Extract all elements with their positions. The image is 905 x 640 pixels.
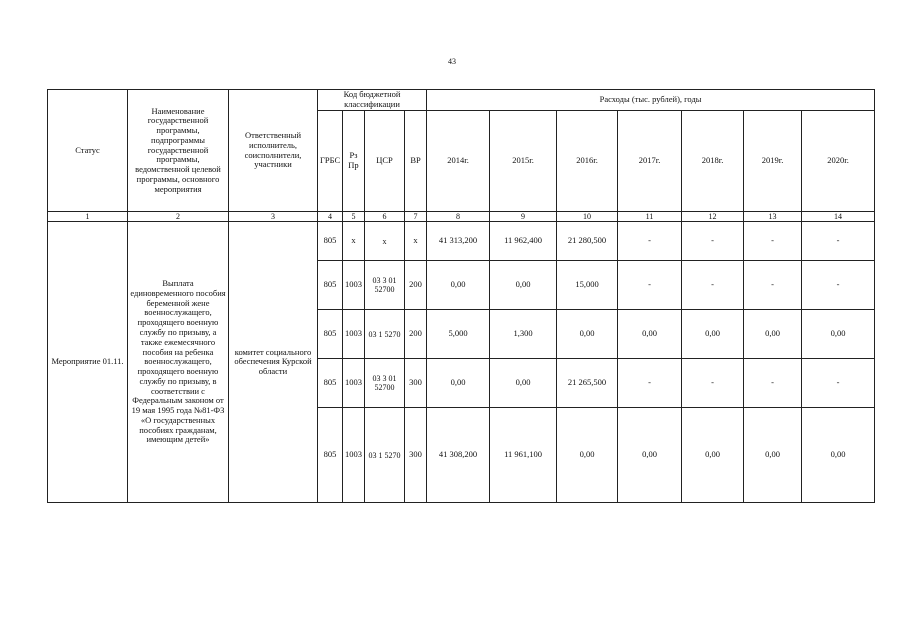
cell-vr: 200	[405, 261, 427, 310]
header-year: 2020г.	[802, 111, 875, 212]
cell-value: -	[618, 222, 682, 261]
column-number: 1	[48, 212, 128, 222]
cell-value: -	[618, 359, 682, 408]
column-number: 14	[802, 212, 875, 222]
cell-rzpr: 1003	[343, 261, 365, 310]
header-csr: ЦСР	[365, 111, 405, 212]
record-name: Выплата единовременного пособия беременной жене военнослужащего, проходящего военную службу по призыву, а также ежемесячного пособия на ребенка военнослужащего, проходящего военную службу по призыву, в соответствии с Федеральным законом от 19 мая 1995 года №81-ФЗ «О государственных пособиях гражданам, имеющим детей»	[128, 222, 229, 503]
column-number: 3	[229, 212, 318, 222]
cell-rzpr: х	[343, 222, 365, 261]
record-responsible: комитет социального обеспечения Курской области	[229, 222, 318, 503]
header-year: 2018г.	[682, 111, 744, 212]
header-responsible: Ответственный исполнитель, соисполнители, участники	[229, 90, 318, 212]
cell-grbs: 805	[318, 359, 343, 408]
column-number: 9	[490, 212, 557, 222]
page-number: 43	[448, 57, 456, 66]
cell-value: -	[744, 261, 802, 310]
column-numbers-row	[48, 212, 875, 222]
cell-value: 11 961,100	[490, 408, 557, 503]
cell-value: -	[802, 222, 875, 261]
header-year: 2015г.	[490, 111, 557, 212]
header-rzpr: Рз Пр	[343, 111, 365, 212]
column-number: 5	[343, 212, 365, 222]
cell-vr: 300	[405, 359, 427, 408]
cell-value: 41 308,200	[427, 408, 490, 503]
cell-csr: 03 3 01 52700	[365, 359, 405, 408]
header-status: Статус	[48, 90, 128, 212]
table-row	[48, 222, 875, 261]
cell-value: 0,00	[618, 408, 682, 503]
column-number: 13	[744, 212, 802, 222]
cell-rzpr: 1003	[343, 408, 365, 503]
header-year: 2014г.	[427, 111, 490, 212]
cell-value: 0,00	[802, 310, 875, 359]
cell-value: 0,00	[490, 359, 557, 408]
cell-value: 15,000	[557, 261, 618, 310]
column-number: 2	[128, 212, 229, 222]
column-number: 12	[682, 212, 744, 222]
cell-value: -	[802, 261, 875, 310]
cell-value: 0,00	[744, 408, 802, 503]
budget-table	[47, 89, 875, 503]
cell-value: 0,00	[427, 261, 490, 310]
header-grbs: ГРБС	[318, 111, 343, 212]
cell-value: 0,00	[682, 408, 744, 503]
column-number: 11	[618, 212, 682, 222]
cell-value: 21 265,500	[557, 359, 618, 408]
cell-value: -	[682, 359, 744, 408]
cell-value: 5,000	[427, 310, 490, 359]
cell-value: 0,00	[618, 310, 682, 359]
header-vr: ВР	[405, 111, 427, 212]
cell-csr: 03 3 01 52700	[365, 261, 405, 310]
column-number: 4	[318, 212, 343, 222]
cell-vr: х	[405, 222, 427, 261]
cell-grbs: 805	[318, 222, 343, 261]
cell-value: 0,00	[802, 408, 875, 503]
cell-grbs: 805	[318, 261, 343, 310]
header-expenses: Расходы (тыс. рублей), годы	[427, 90, 875, 111]
cell-value: 21 280,500	[557, 222, 618, 261]
cell-grbs: 805	[318, 408, 343, 503]
column-number: 10	[557, 212, 618, 222]
cell-rzpr: 1003	[343, 310, 365, 359]
cell-value: 0,00	[427, 359, 490, 408]
cell-vr: 300	[405, 408, 427, 503]
column-number: 6	[365, 212, 405, 222]
header-budget-code: Код бюджетной классификации	[318, 90, 427, 111]
cell-value: 1,300	[490, 310, 557, 359]
cell-value: -	[802, 359, 875, 408]
cell-value: 0,00	[682, 310, 744, 359]
cell-value: 0,00	[557, 310, 618, 359]
cell-value: -	[682, 222, 744, 261]
cell-rzpr: 1003	[343, 359, 365, 408]
header-year: 2019г.	[744, 111, 802, 212]
record-status: Мероприятие 01.11.	[48, 222, 128, 503]
cell-csr: 03 1 5270	[365, 310, 405, 359]
header-year: 2016г.	[557, 111, 618, 212]
cell-value: -	[682, 261, 744, 310]
cell-csr: 03 1 5270	[365, 408, 405, 503]
cell-csr: х	[365, 222, 405, 261]
cell-vr: 200	[405, 310, 427, 359]
cell-value: 0,00	[490, 261, 557, 310]
header-year: 2017г.	[618, 111, 682, 212]
cell-value: 11 962,400	[490, 222, 557, 261]
cell-value: 41 313,200	[427, 222, 490, 261]
column-number: 7	[405, 212, 427, 222]
cell-grbs: 805	[318, 310, 343, 359]
cell-value: 0,00	[557, 408, 618, 503]
cell-value: 0,00	[744, 310, 802, 359]
cell-value: -	[744, 222, 802, 261]
column-number: 8	[427, 212, 490, 222]
cell-value: -	[744, 359, 802, 408]
header-name: Наименование государственной программы, подпрограммы государственной программы, ведомственной целевой программы, основного мероприятия	[128, 90, 229, 212]
cell-value: -	[618, 261, 682, 310]
